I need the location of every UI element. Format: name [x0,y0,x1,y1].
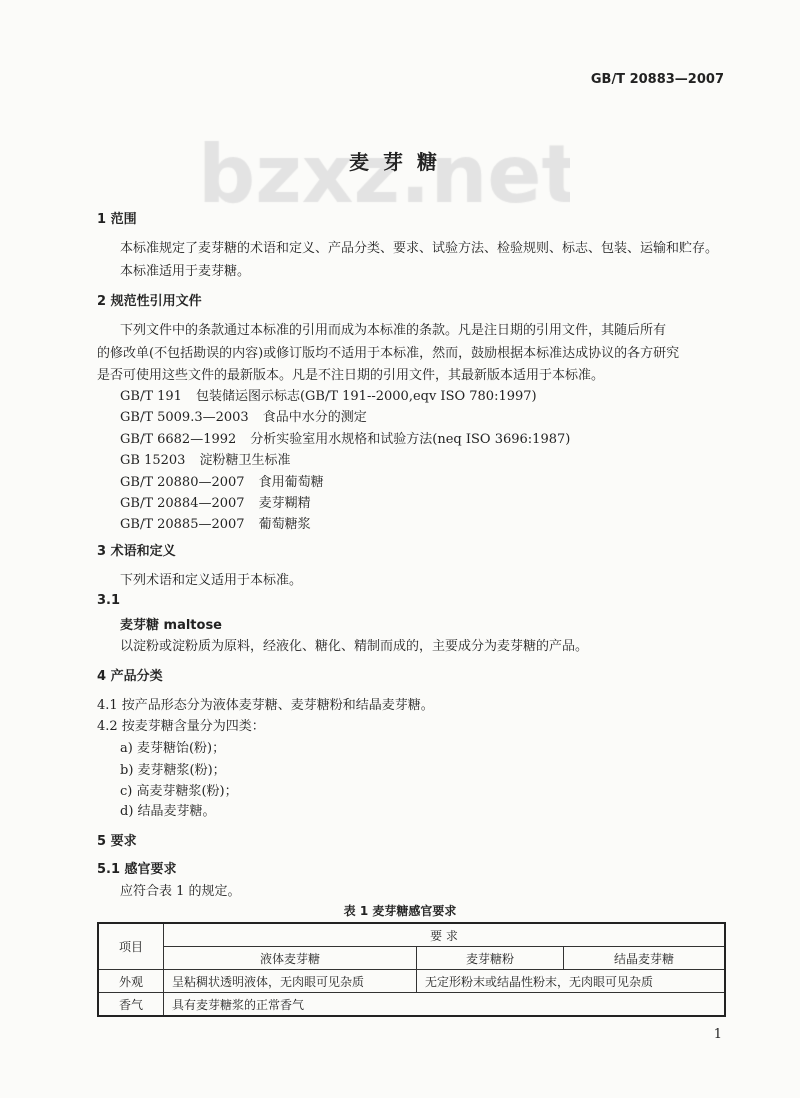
ref-title: 食用葡萄糖 [258,475,324,490]
ref-code: GB/T 20880—2007 [120,475,245,490]
table-caption: 表 1 麦芽糖感官要求 [343,904,457,918]
clause-5-1: 5.1 感官要求 [97,862,177,877]
section-5-heading: 5 要求 [97,834,137,849]
header-col: 麦芽糖粉 [417,947,564,970]
paragraph: 的修改单(不包括勘误的内容)或修订版均不适用于本标准，然而，鼓励根据本标准达成协议的各方研究 [97,346,680,361]
ref-title: 包装储运图示标志(GB/T 191--2000,eqv ISO 780:1997) [195,389,537,404]
reference-item [120,428,570,447]
ref-code: GB/T 191 [120,389,182,404]
list-item: a) 麦芽糖饴(粉)； [120,741,226,756]
paragraph: 是否可使用这些文件的最新版本。凡是不注日期的引用文件，其最新版本适用于本标准。 [97,368,605,383]
reference-item [120,492,311,511]
clause-4-2: 4.2 按麦芽糖含量分为四类： [97,719,265,734]
header-col: 液体麦芽糖 [164,947,417,970]
section-2-heading: 2 规范性引用文件 [97,294,202,309]
cell: 无定形粉末或结晶性粉末，无肉眼可见杂质 [417,970,726,993]
table-row [98,993,725,1017]
ref-code: GB/T 5009.3—2003 [120,410,249,425]
ref-title: 麦芽糊精 [258,496,311,511]
cell: 呈粘稠状透明液体，无肉眼可见杂质 [164,970,417,993]
clause-4-1: 4.1 按产品形态分为液体麦芽糖、麦芽糖粉和结晶麦芽糖。 [97,698,434,713]
ref-title: 淀粉糖卫生标准 [199,453,291,468]
paragraph: 本标准规定了麦芽糖的术语和定义、产品分类、要求、试验方法、检验规则、标志、包装、运输和贮存。 [120,241,719,256]
paragraph: 应符合表 1 的规定。 [120,884,241,899]
paragraph: 下列术语和定义适用于本标准。 [120,573,303,588]
reference-item [120,449,290,468]
header-item: 项目 [98,923,164,970]
row-item: 香气 [98,993,164,1017]
reference-item [120,406,367,425]
header-col: 结晶麦芽糖 [564,947,726,970]
section-1-heading: 1 范围 [97,212,137,227]
ref-code: GB/T 20885—2007 [120,517,245,532]
list-item: d) 结晶麦芽糖。 [120,804,216,819]
paragraph: 下列文件中的条款通过本标准的引用而成为本标准的条款。凡是注日期的引用文件，其随后所有 [120,323,667,338]
term: 麦芽糖 maltose [120,618,223,633]
standard-number: GB/T 20883—2007 [590,72,724,87]
ref-title: 分析实验室用水规格和试验方法(neq ISO 3696:1987) [250,432,571,447]
list-item: c) 高麦芽糖浆(粉)； [120,784,238,799]
ref-title: 食品中水分的测定 [262,410,367,425]
page-number: 1 [713,1027,722,1042]
header-requirements: 要 求 [164,923,726,947]
sensory-requirements-table [97,922,726,1017]
ref-title: 葡萄糖浆 [258,517,311,532]
row-item: 外观 [98,970,164,993]
document-title: 麦芽糖 [349,150,451,174]
paragraph: 本标准适用于麦芽糖。 [120,264,251,279]
section-4-heading: 4 产品分类 [97,669,163,684]
reference-item [120,513,311,532]
ref-code: GB/T 6682—1992 [120,432,237,447]
reference-item [120,385,537,404]
ref-code: GB 15203 [120,453,186,468]
table-row [98,970,725,993]
cell: 具有麦芽糖浆的正常香气 [164,993,726,1017]
clause-number: 3.1 [97,593,121,608]
ref-code: GB/T 20884—2007 [120,496,245,511]
reference-item [120,471,324,490]
section-3-heading: 3 术语和定义 [97,544,176,559]
definition: 以淀粉或淀粉质为原料，经液化、糖化、精制而成的，主要成分为麦芽糖的产品。 [120,639,589,654]
list-item: b) 麦芽糖浆(粉)； [120,763,226,778]
